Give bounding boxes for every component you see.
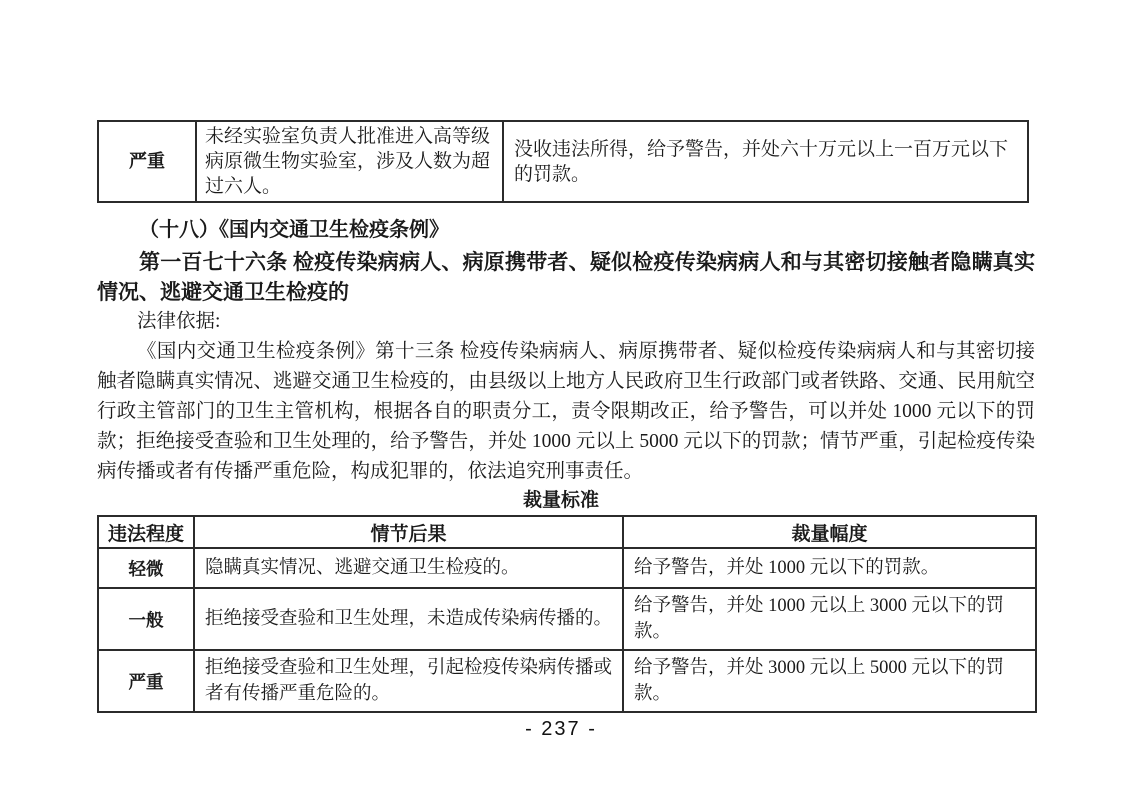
table-row [98, 588, 1036, 650]
continuation-table [97, 120, 1029, 203]
standards-table-title: 裁量标准 [522, 490, 599, 511]
legal-basis-text: 《国内交通卫生检疫条例》第十三条 检疫传染病病人、病原携带者、疑似检疫传染病病人和与其密切接触者隐瞒真实情况、逃避交通卫生检疫的，由县级以上地方人民政府卫生行政部门或者铁路、交通、民用航空行政主管部门的卫生主管机构，根据各自的职责分工，责令限期改正，给予警告，可以并处 1000 元以下的罚款；拒绝接受查验和卫生处理的，给予警告，并处 1000 元以上 5000 元以下的罚款；情节严重，引起检疫传染病传播或者有传播严重危险，构成犯罪的，依法追究刑事责任。 [97, 341, 1035, 482]
table-row [98, 548, 1036, 588]
col-header-range: 裁量幅度 [623, 516, 1036, 548]
penalty-cell: 给予警告，并处 1000 元以上 3000 元以下的罚款。 [623, 588, 1036, 650]
table-header-row [98, 516, 1036, 548]
degree-cell: 一般 [98, 588, 194, 650]
standards-table [97, 515, 1037, 713]
section-heading: （十八）《国内交通卫生检疫条例》 [139, 219, 449, 241]
table-row [98, 121, 1028, 202]
col-header-circumstance: 情节后果 [194, 516, 623, 548]
degree-cell: 严重 [98, 121, 196, 202]
penalty-cell: 给予警告，并处 1000 元以下的罚款。 [623, 548, 1036, 588]
table-row [98, 650, 1036, 712]
article-title: 第一百七十六条 检疫传染病病人、病原携带者、疑似检疫传染病病人和与其密切接触者隐瞒真实情况、逃避交通卫生检疫的 [97, 250, 1035, 304]
degree-cell: 轻微 [98, 548, 194, 588]
circumstance-cell: 拒绝接受查验和卫生处理，未造成传染病传播的。 [194, 588, 623, 650]
legal-basis-label: 法律依据: [137, 311, 221, 332]
penalty-cell: 没收违法所得，给予警告，并处六十万元以上一百万元以下的罚款。 [503, 121, 1028, 202]
circumstance-cell: 未经实验室负责人批准进入高等级病原微生物实验室，涉及人数为超过六人。 [196, 121, 503, 202]
penalty-cell: 给予警告，并处 3000 元以上 5000 元以下的罚款。 [623, 650, 1036, 712]
col-header-degree: 违法程度 [98, 516, 194, 548]
degree-cell: 严重 [98, 650, 194, 712]
page-number: - 237 - [525, 718, 597, 740]
circumstance-cell: 隐瞒真实情况、逃避交通卫生检疫的。 [194, 548, 623, 588]
circumstance-cell: 拒绝接受查验和卫生处理，引起检疫传染病传播或者有传播严重危险的。 [194, 650, 623, 712]
